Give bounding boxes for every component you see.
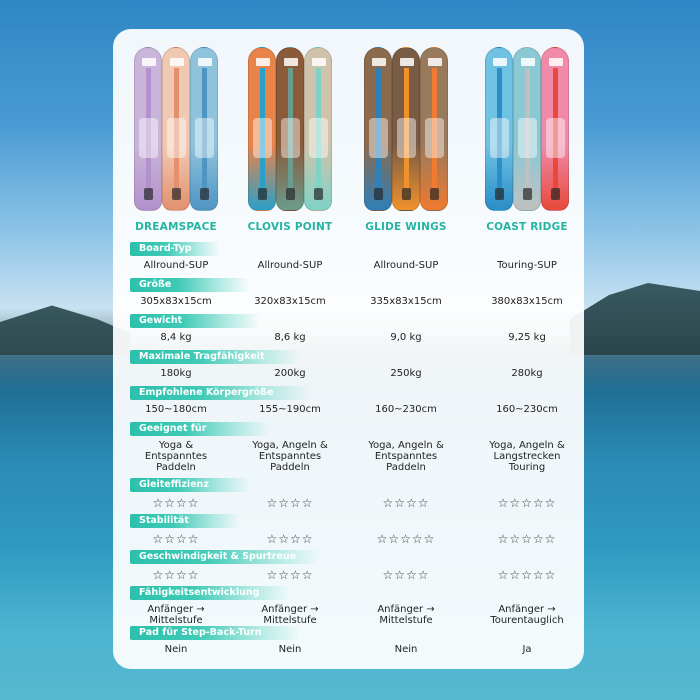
sup-board-image [276, 47, 304, 211]
row-label: Empfohlene Körpergröße [139, 387, 274, 398]
row-label: Gewicht [139, 315, 183, 326]
product-name: GLIDE WINGS [365, 221, 447, 233]
sup-board-image [364, 47, 392, 211]
board-logo [284, 58, 298, 66]
board-pad [490, 118, 509, 158]
row-label-bar [130, 422, 270, 436]
row-label: Stabilität [139, 515, 189, 526]
board-logo [400, 58, 414, 66]
product-name: CLOVIS POINT [247, 221, 333, 233]
sup-board-image [190, 47, 218, 211]
sup-board-image [513, 47, 541, 211]
spec-value: 250kg [390, 368, 422, 379]
sup-board-image [392, 47, 420, 211]
spec-value: Ja [522, 644, 532, 655]
board-fin [374, 188, 383, 200]
spec-value: Anfänger → Tourentauglich [490, 604, 564, 626]
rating-stars: ☆☆☆☆ [152, 568, 200, 582]
rating-stars: ☆☆☆☆☆ [497, 532, 557, 546]
board-pad [546, 118, 565, 158]
spec-value: 200kg [274, 368, 306, 379]
board-pad [518, 118, 537, 158]
spec-value: 180kg [160, 368, 192, 379]
row-label: Größe [139, 279, 172, 290]
sup-board-image [420, 47, 448, 211]
board-fin [314, 188, 323, 200]
spec-value: Yoga, Angeln & Langstrecken Touring [489, 440, 565, 473]
board-group-2 [245, 43, 335, 215]
board-pad [253, 118, 272, 158]
sup-board-image [162, 47, 190, 211]
spec-value: 160~230cm [496, 404, 558, 415]
board-logo [256, 58, 270, 66]
spec-value: Nein [278, 644, 302, 655]
board-fin [258, 188, 267, 200]
sup-board-image [304, 47, 332, 211]
spec-value: Touring-SUP [497, 260, 557, 271]
rating-stars: ☆☆☆☆ [152, 532, 200, 546]
spec-value: 335x83x15cm [370, 296, 442, 307]
row-label-bar [130, 350, 300, 364]
board-fin [495, 188, 504, 200]
sup-board-image [134, 47, 162, 211]
row-label: Fähigkeitsentwicklung [139, 587, 260, 598]
board-pad [309, 118, 328, 158]
comparison-card [113, 29, 584, 669]
board-images [113, 29, 584, 229]
spec-value: Anfänger → Mittelstufe [377, 604, 435, 626]
board-pad [281, 118, 300, 158]
spec-value: 380x83x15cm [491, 296, 563, 307]
row-label: Pad für Step-Back-Turn [139, 627, 262, 638]
spec-value: Allround-SUP [143, 260, 209, 271]
rating-stars: ☆☆☆☆ [382, 568, 430, 582]
row-label: Board-Typ [139, 243, 192, 254]
rating-stars: ☆☆☆☆ [266, 568, 314, 582]
row-label: Gleiteffizienz [139, 479, 209, 490]
row-label-bar [130, 278, 250, 292]
board-logo [170, 58, 184, 66]
product-name: COAST RIDGE [486, 221, 568, 233]
row-label: Geschwindigkeit & Spurtreue [139, 551, 297, 562]
row-label-bar [130, 586, 290, 600]
board-pad [425, 118, 444, 158]
spec-value: 9,0 kg [390, 332, 422, 343]
board-pad [167, 118, 186, 158]
row-label: Maximale Tragfähigkeit [139, 351, 265, 362]
board-group-4 [482, 43, 572, 215]
spec-value: Yoga, Angeln & Entspanntes Paddeln [368, 440, 444, 473]
product-name: DREAMSPACE [135, 221, 217, 233]
spec-value: Allround-SUP [373, 260, 439, 271]
spec-value: Nein [394, 644, 418, 655]
sup-board-image [248, 47, 276, 211]
spec-value: 160~230cm [375, 404, 437, 415]
spec-value: 9,25 kg [508, 332, 546, 343]
board-pad [195, 118, 214, 158]
board-logo [493, 58, 507, 66]
board-fin [144, 188, 153, 200]
spec-value: Anfänger → Mittelstufe [147, 604, 205, 626]
spec-value: 155~190cm [259, 404, 321, 415]
sup-board-image [541, 47, 569, 211]
spec-value: Yoga & Entspanntes Paddeln [144, 440, 208, 473]
rating-stars: ☆☆☆☆ [382, 496, 430, 510]
spec-value: 150~180cm [145, 404, 207, 415]
board-pad [397, 118, 416, 158]
board-fin [286, 188, 295, 200]
board-pad [139, 118, 158, 158]
row-label: Geeignet für [139, 423, 207, 434]
spec-value: 8,4 kg [160, 332, 192, 343]
board-fin [551, 188, 560, 200]
board-logo [549, 58, 563, 66]
row-label-bar [130, 478, 250, 492]
rating-stars: ☆☆☆☆☆ [497, 568, 557, 582]
board-fin [523, 188, 532, 200]
board-logo [198, 58, 212, 66]
rating-stars: ☆☆☆☆ [152, 496, 200, 510]
board-logo [312, 58, 326, 66]
board-fin [402, 188, 411, 200]
rating-stars: ☆☆☆☆ [266, 532, 314, 546]
board-group-1 [131, 43, 221, 215]
spec-value: Yoga, Angeln & Entspanntes Paddeln [252, 440, 328, 473]
row-label-bar [130, 514, 240, 528]
board-logo [142, 58, 156, 66]
board-group-3 [361, 43, 451, 215]
spec-value: Nein [164, 644, 188, 655]
board-fin [172, 188, 181, 200]
rating-stars: ☆☆☆☆☆ [497, 496, 557, 510]
sup-board-image [485, 47, 513, 211]
spec-value: 280kg [511, 368, 543, 379]
spec-value: 305x83x15cm [140, 296, 212, 307]
board-fin [200, 188, 209, 200]
board-pad [369, 118, 388, 158]
spec-value: Anfänger → Mittelstufe [261, 604, 319, 626]
spec-value: Allround-SUP [257, 260, 323, 271]
row-label-bar [130, 550, 320, 564]
rating-stars: ☆☆☆☆ [266, 496, 314, 510]
board-logo [372, 58, 386, 66]
row-label-bar [130, 386, 310, 400]
board-fin [430, 188, 439, 200]
rating-stars: ☆☆☆☆☆ [376, 532, 436, 546]
row-label-bar [130, 242, 220, 256]
spec-value: 320x83x15cm [254, 296, 326, 307]
spec-value: 8,6 kg [274, 332, 306, 343]
row-label-bar [130, 626, 300, 640]
row-label-bar [130, 314, 260, 328]
board-logo [521, 58, 535, 66]
board-logo [428, 58, 442, 66]
